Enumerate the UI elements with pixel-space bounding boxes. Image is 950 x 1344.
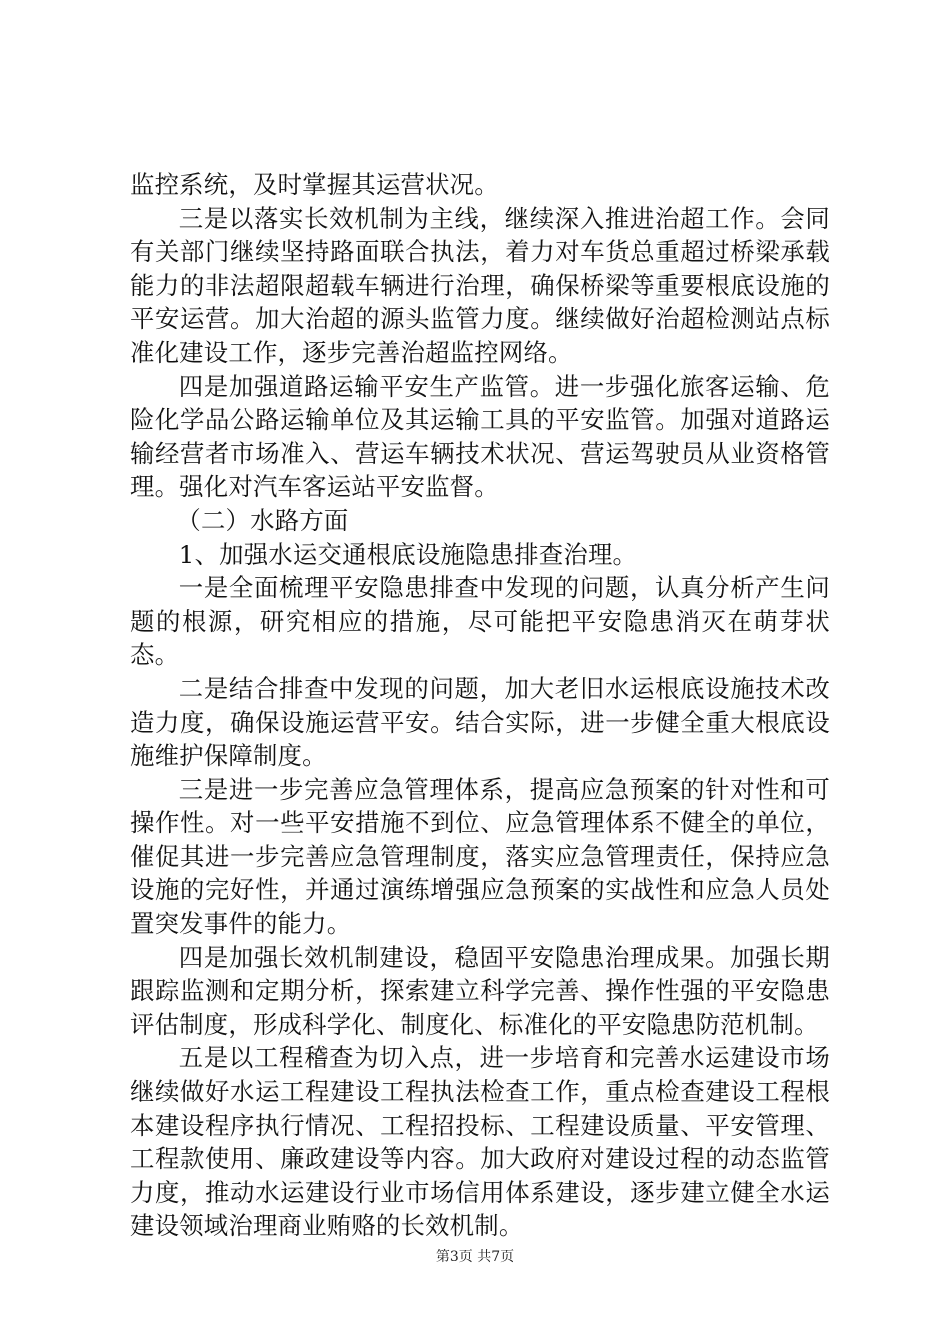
paragraph-water-1: 一是全面梳理平安隐患排查中发现的问题，认真分析产生问题的根源，研究相应的措施，尽可能把平安隐患消灭在萌芽状态。 bbox=[130, 573, 830, 670]
paragraph-item-3: 三是以落实长效机制为主线，继续深入推进治超工作。会同有关部门继续坚持路面联合执法，着力对车货总重超过桥梁承载能力的非法超限超载车辆进行治理，确保桥梁等重要根底设施的平安运营。加大治超的源头监管力度。继续做好治超检测站点标准化建设工作，逐步完善治超监控网络。 bbox=[130, 203, 830, 367]
document-body bbox=[130, 168, 830, 1243]
paragraph-continuation: 监控系统，及时掌握其运营状况。 bbox=[130, 170, 499, 199]
paragraph-water-2: 二是结合排查中发现的问题，加大老旧水运根底设施技术改造力度，确保设施运营平安。结合实际，进一步健全重大根底设施维护保障制度。 bbox=[130, 673, 830, 771]
paragraph-water-3: 三是进一步完善应急管理体系，提高应急预案的针对性和可操作性。对一些平安措施不到位、应急管理体系不健全的单位，催促其进一步完善应急管理制度，落实应急管理责任，保持应急设施的完好性，并通过演练增强应急预案的实战性和应急人员处置突发事件的能力。 bbox=[130, 774, 830, 939]
page-number-footer: 第3页 共7页 bbox=[435, 1249, 515, 1265]
paragraph-water-4: 四是加强长效机制建设，稳固平安隐患治理成果。加强长期跟踪监测和定期分析，探索建立科学完善、操作性强的平安隐患评估制度，形成科学化、制度化、标准化的平安隐患防范机制。 bbox=[130, 942, 830, 1039]
subsection-heading: 1、加强水运交通根底设施隐患排查治理。 bbox=[178, 539, 638, 569]
paragraph-item-4: 四是加强道路运输平安生产监管。进一步强化旅客运输、危险化学品公路运输单位及其运输工具的平安监管。加强对道路运输经营者市场准入、营运车辆技术状况、营运驾驶员从业资格管理。强化对汽车客运站平安监督。 bbox=[130, 371, 830, 502]
paragraph-water-5: 五是以工程稽查为切入点，进一步培育和完善水运建设市场继续做好水运工程建设工程执法检查工作，重点检查建设工程根本建设程序执行情况、工程招投标、工程建设质量、平安管理、工程款使用、廉政建设等内容。加大政府对建设过程的动态监管力度，推动水运建设行业市场信用体系建设，逐步建立健全水运建设领域治理商业贿赂的长效机制。 bbox=[130, 1043, 830, 1241]
section-heading: （二）水路方面 bbox=[176, 505, 349, 535]
